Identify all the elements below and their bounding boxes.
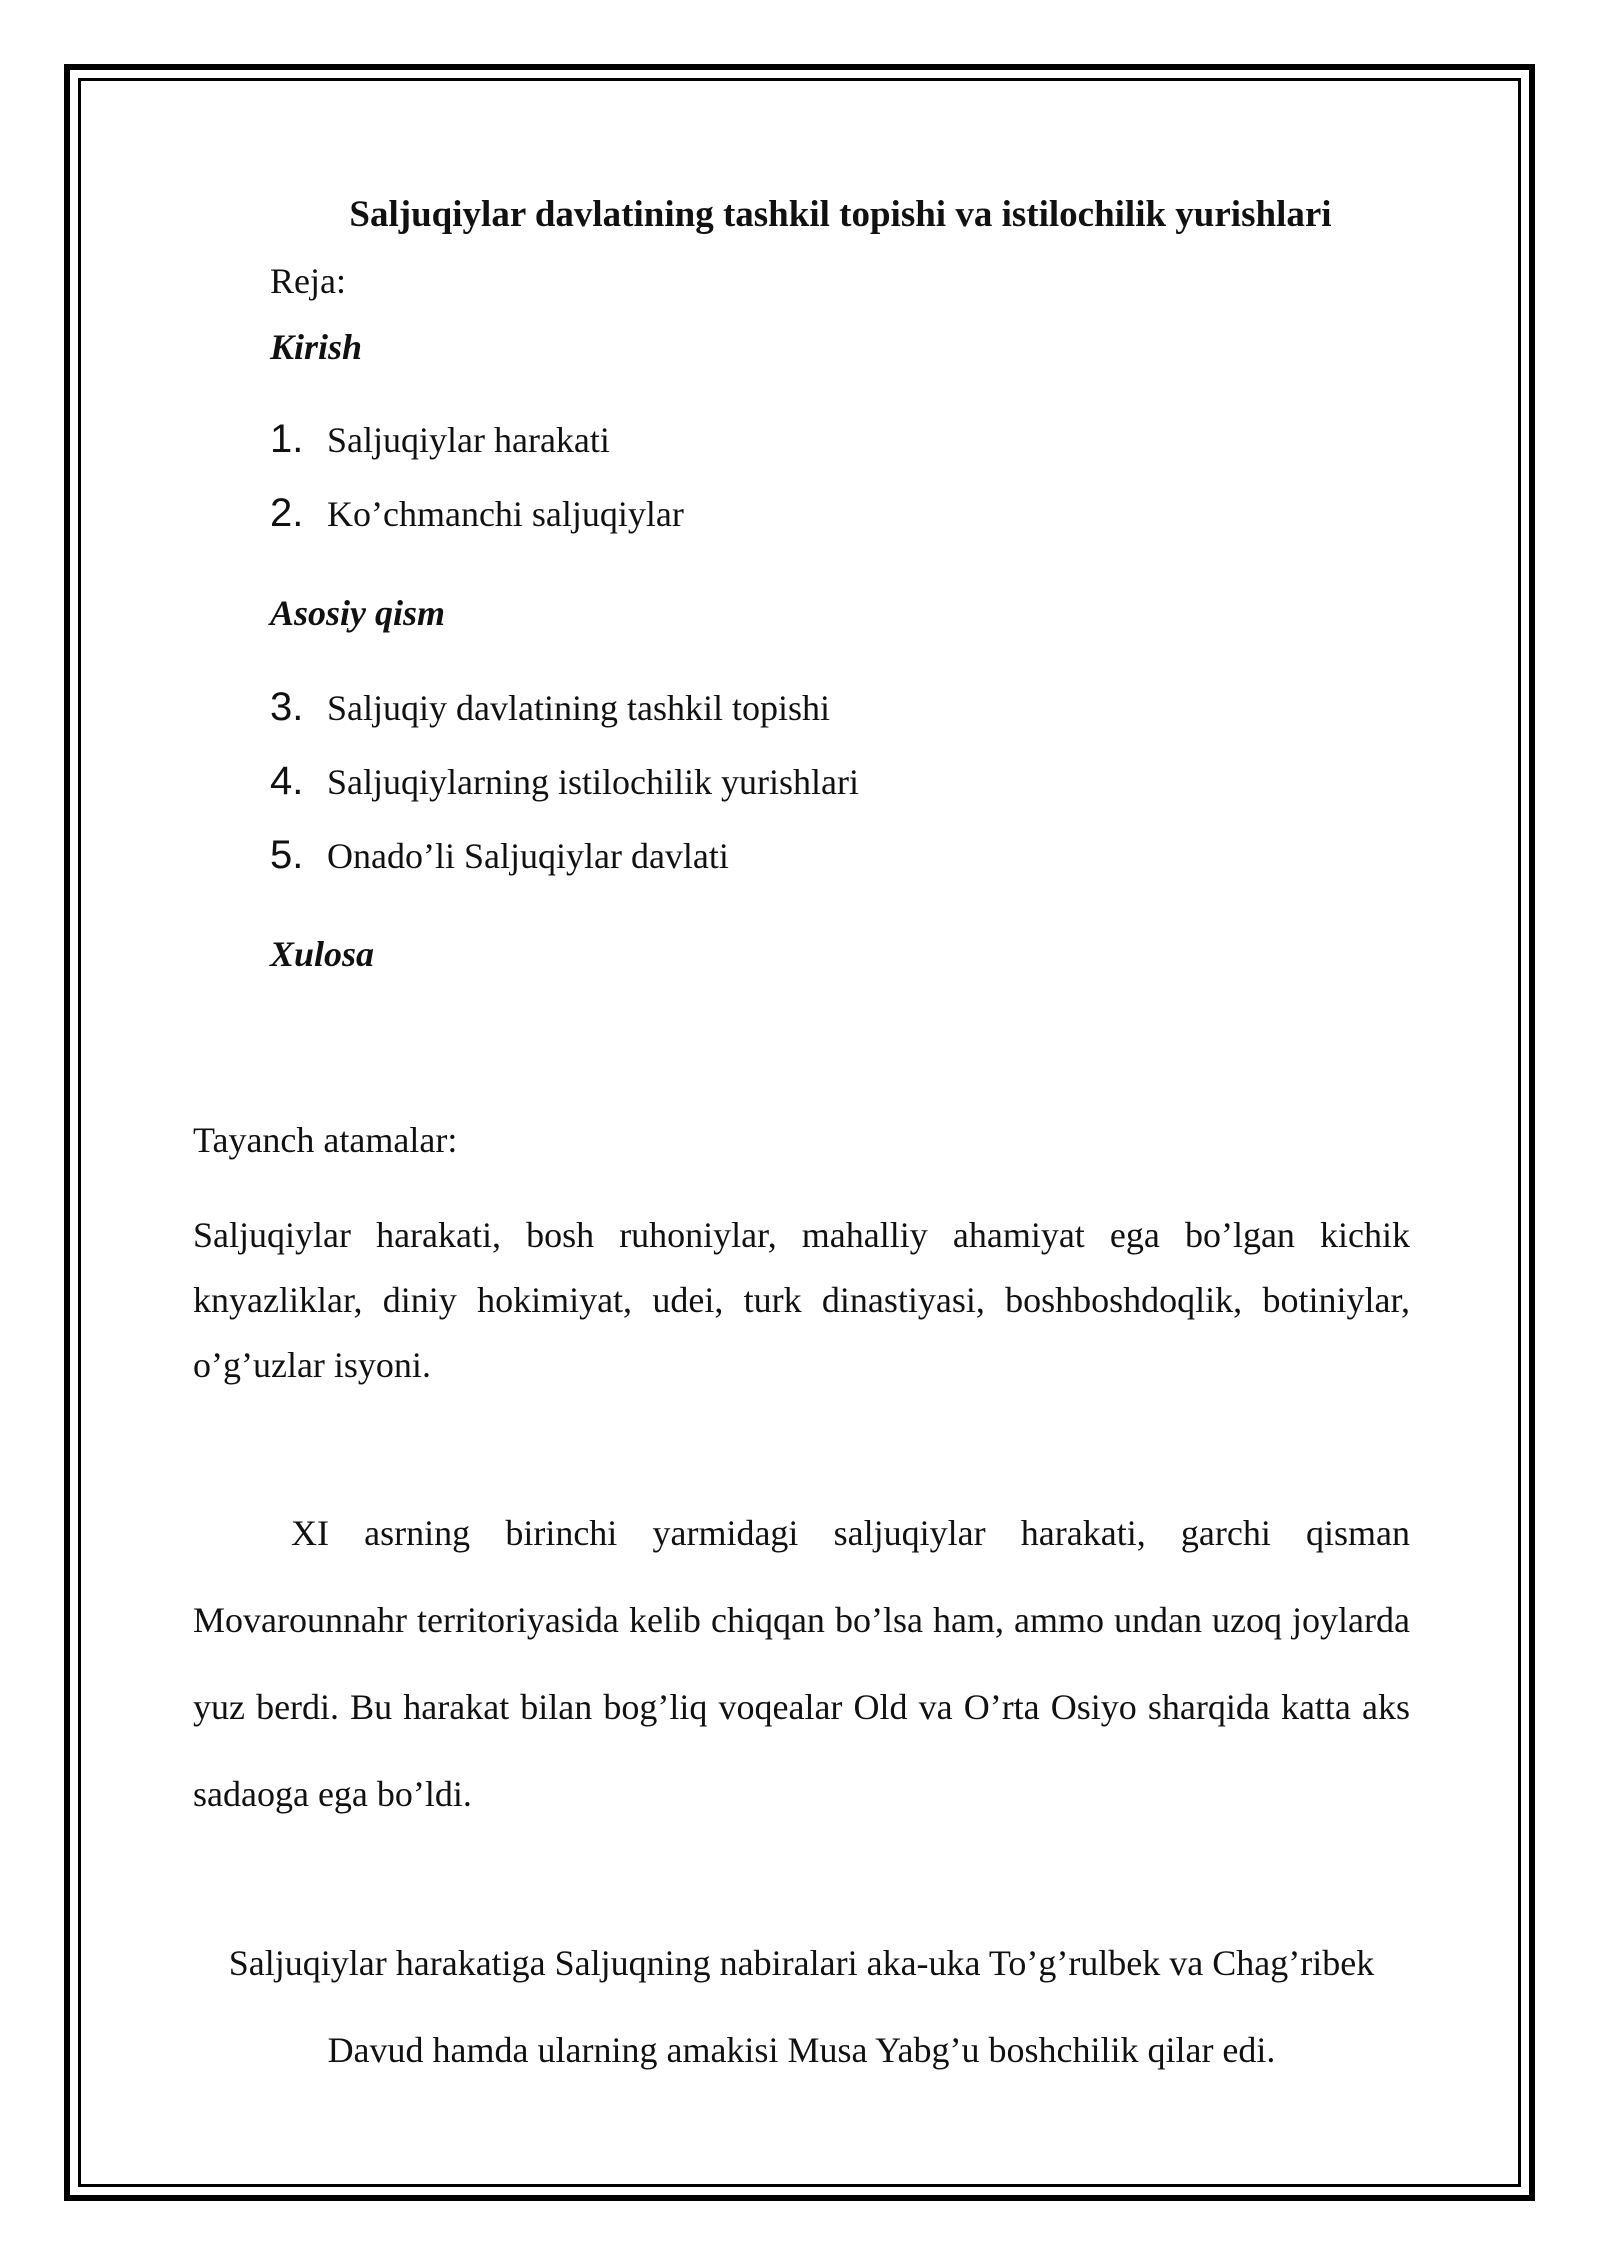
key-terms-label: Tayanch atamalar: [193, 1120, 458, 1160]
plan-label: Reja: [270, 261, 346, 301]
list-item-number: 2. [270, 491, 304, 535]
list-item [270, 682, 830, 733]
list-item-text: Saljuqiy davlatining tashkil topishi [327, 688, 830, 728]
section-heading-main-part: Asosiy qism [270, 593, 446, 633]
body-paragraph: Saljuqiylar harakatiga Saljuqning nabiralari aka-uka To’g’rulbek va Chag’ribek Davud hamda ularning amakisi Musa Yabg’u boshchilik qilar edi. [228, 1943, 1375, 2070]
list-item-text: Saljuqiylarning istilochilik yurishlari [327, 762, 859, 802]
document-title: Saljuqiylar davlatining tashkil topishi va istilochilik yurishlari [349, 194, 1332, 235]
section-heading-introduction: Kirish [270, 327, 363, 367]
list-item-number: 1. [270, 417, 304, 461]
list-item [270, 488, 684, 539]
key-terms-text: Saljuqiylar harakati, bosh ruhoniylar, mahalliy ahamiyat ega bo’lgan kichik knyazliklar, diniy hokimiyat, udei, turk dinastiyasi, boshboshdoqlik, botiniylar, o’g’uzlar isyoni. [193, 1215, 1410, 1385]
list-item [270, 414, 610, 465]
list-item [270, 756, 859, 807]
section-heading-conclusion: Xulosa [270, 934, 375, 974]
list-item-number: 5. [270, 833, 304, 877]
list-item-text: Saljuqiylar harakati [327, 420, 610, 460]
list-item-number: 3. [270, 685, 304, 729]
list-item-text: Ko’chmanchi saljuqiylar [327, 494, 684, 534]
list-item-number: 4. [270, 759, 304, 803]
list-item-text: Onado’li Saljuqiylar davlati [327, 836, 729, 876]
body-paragraph: XI asrning birinchi yarmidagi saljuqiylar harakati, garchi qisman Movarounnahr territoriyasida kelib chiqqan bo’lsa ham, ammo undan uzoq joylarda yuz berdi. Bu harakat bilan bog’liq voqealar Old va O’rta Osiyo sharqida katta aks sadaoga ega bo’ldi. [193, 1513, 1410, 1814]
list-item [270, 830, 729, 881]
